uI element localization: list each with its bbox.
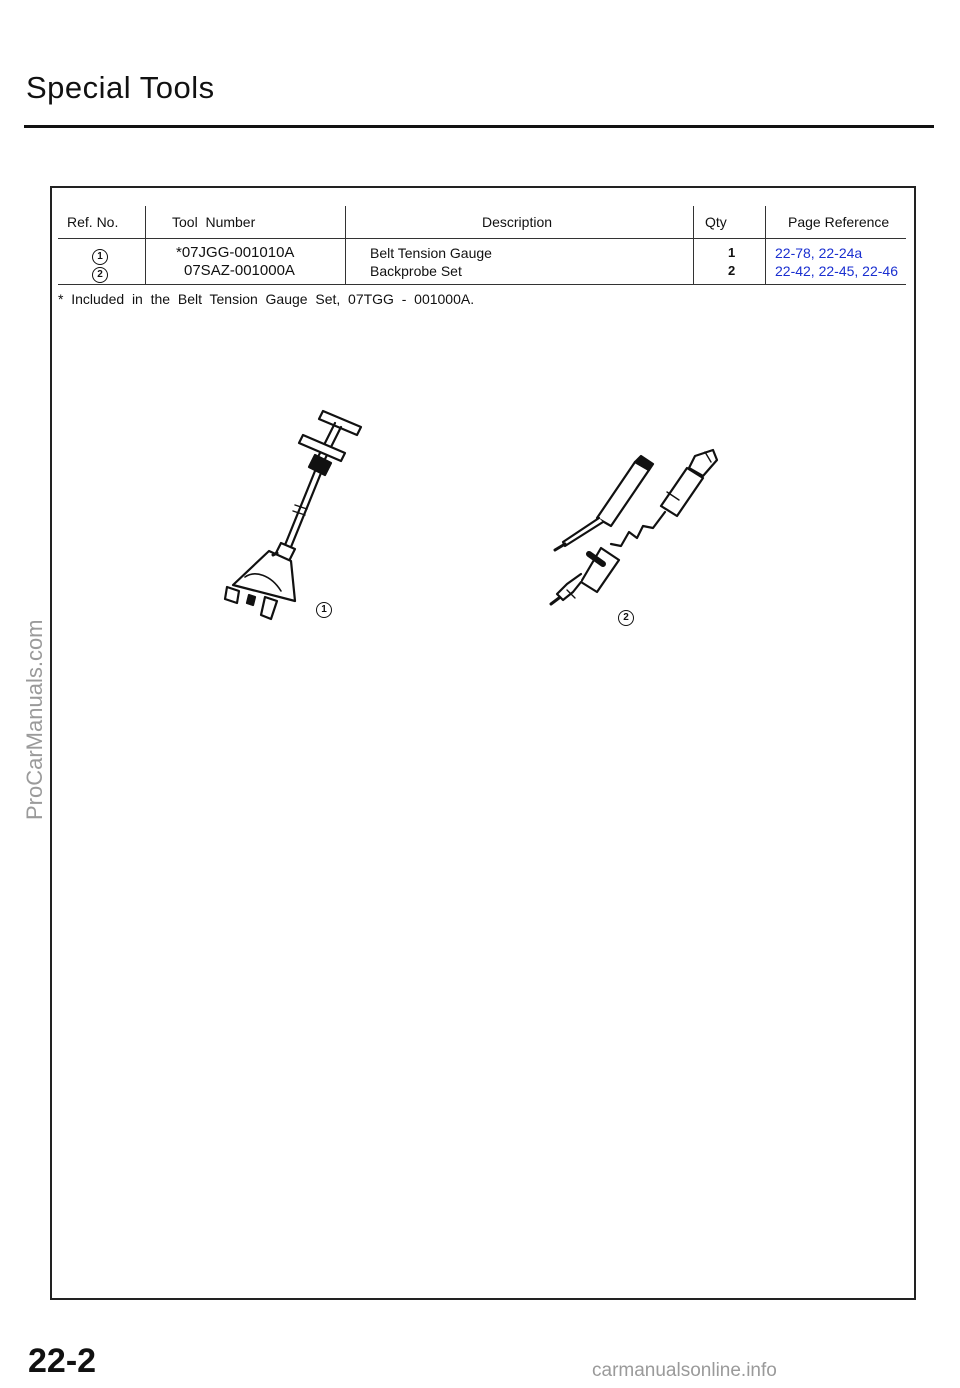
tools-frame (50, 186, 916, 1300)
watermark-side: ProCarManuals.com (22, 619, 47, 820)
figure-label: 2 (618, 610, 634, 626)
description-cell: Belt Tension Gauge (370, 245, 492, 261)
table-header-rule (58, 238, 906, 239)
page-title: Special Tools (26, 70, 215, 105)
header-ref-no: Ref. No. (67, 214, 119, 230)
backprobe-set-illustration (545, 442, 730, 612)
belt-tension-gauge-illustration (215, 405, 365, 625)
page-number: 22-2 (28, 1342, 97, 1380)
column-divider (765, 206, 766, 284)
header-tool-number: Tool Number (172, 214, 256, 230)
column-divider (145, 206, 146, 284)
ref-number-badge: 2 (92, 267, 108, 283)
title-divider (24, 125, 934, 128)
watermark-bottom: carmanualsonline.info (592, 1360, 777, 1381)
header-qty: Qty (705, 214, 727, 230)
qty-cell: 1 (728, 245, 736, 260)
column-divider (345, 206, 346, 284)
figure-label: 1 (316, 602, 332, 618)
header-description: Description (482, 214, 553, 230)
figure-callout-2 (618, 607, 634, 626)
page-reference-cell: 22-78, 22-24a (775, 245, 863, 261)
ref-number-badge: 1 (92, 249, 108, 265)
qty-cell: 2 (728, 263, 736, 278)
column-divider (693, 206, 694, 284)
figure-callout-1 (316, 599, 332, 618)
footnote: * Included in the Belt Tension Gauge Set, 07TGG - 001000A. (58, 291, 475, 307)
description-cell: Backprobe Set (370, 263, 462, 279)
table-row (92, 264, 108, 283)
tool-number-cell: *07JGG-001010A (176, 244, 295, 261)
tool-number-cell: 07SAZ-001000A (184, 262, 295, 279)
header-page-reference: Page Reference (788, 214, 890, 230)
page-reference-cell: 22-42, 22-45, 22-46 (775, 263, 898, 279)
table-bottom-rule (58, 284, 906, 285)
table-row (92, 246, 108, 265)
